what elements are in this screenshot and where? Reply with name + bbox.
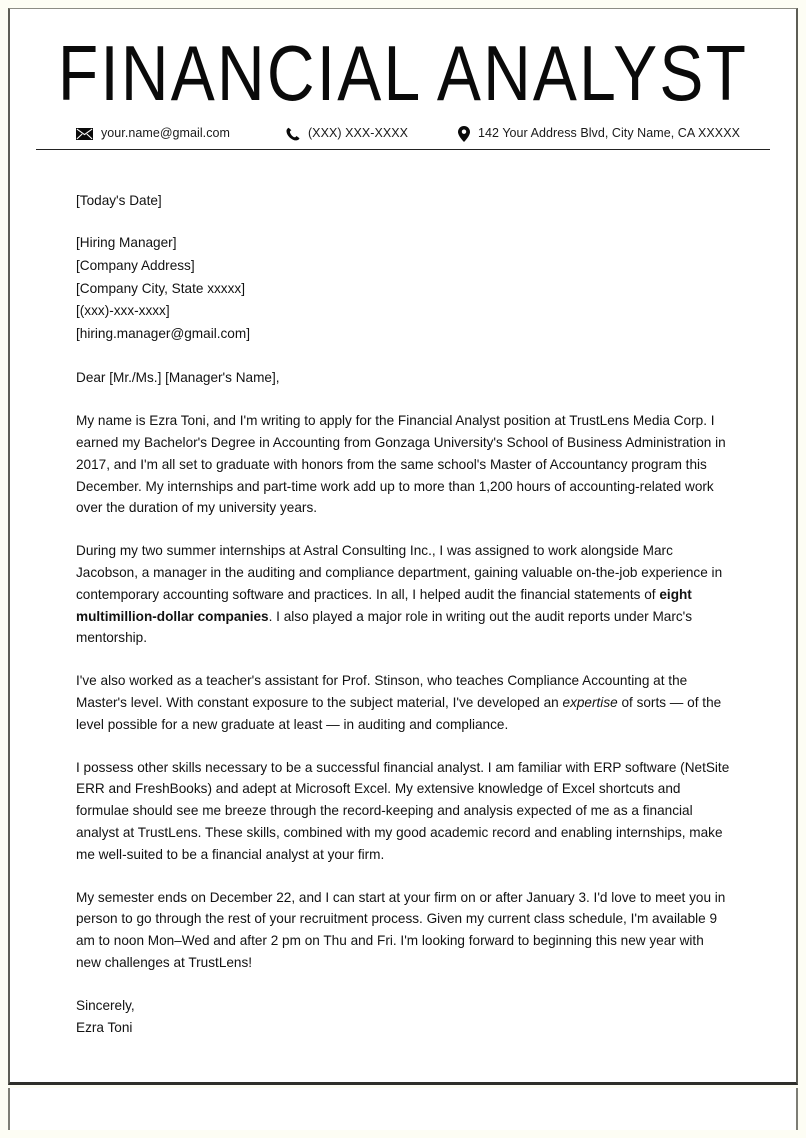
spacer-p5 [76,974,730,995]
paragraph-3-emphasis: expertise [562,695,618,710]
letter-page [8,8,798,1085]
contact-email-text: your.name@gmail.com [101,126,230,141]
letter-date: [Today's Date] [76,192,162,208]
signature-name: Ezra Toni [76,1020,133,1036]
signature-block [76,995,730,1040]
paragraph-2-emphasis: eight multimillion-dollar companies [76,586,692,624]
spacer-after-salutation [76,389,730,410]
paragraph-2-lead: During my two summer internships at Astral Consulting Inc., I was assigned to work alongside Marc Jacobson, a manager in the auditing and compliance department, gaining valuable on-the-job experience in contemporary accounting software and practices. In all, I helped audit the financial statements of [76,543,723,602]
contact-email[interactable] [76,127,230,140]
spacer-p3 [76,736,730,757]
letter-body [10,150,796,1040]
paragraph-3-tail: of sorts — of the level possible for a new graduate at least — in auditing and compliance. [76,695,722,732]
page-title: FINANCIAL ANALYST [57,29,749,117]
recipient-line: [hiring.manager@gmail.com] [76,325,250,341]
paragraph-2 [76,540,730,649]
recipient-line: [(xxx)-xxx-xxxx] [76,303,170,319]
recipient-line: [Company Address] [76,258,195,274]
page-footer-strip [8,1088,798,1130]
contact-phone-text: (XXX) XXX-XXXX [307,126,409,141]
spacer-p4 [76,866,730,887]
contact-row [36,126,770,149]
paragraph-4: I possess other skills necessary to be a successful financial analyst. I am familiar with ERP software (NetSite ERR and FreshBooks) and adept at Microsoft Excel. My extensive knowledge of Excel shortcuts and formulae should see me breeze through the record-keeping and analysis expected of me as a financial analyst at TrustLens. These skills, combined with my good academic record and enabling internships, make me well-suited to be a financial analyst at your firm. [76,759,730,862]
recipient-block [76,232,730,345]
paragraph-1: My name is Ezra Toni, and I'm writing to apply for the Financial Analyst position at TrustLens Media Corp. I earned my Bachelor's Degree in Accounting from Gonzaga University's School of Business Administration in 2017, and I'm all set to graduate with honors from the same school's Master of Accountancy program this December. My internships and part-time work add up to more than 1,200 hours of accounting-related work over the duration of my university years. [76,413,726,516]
salutation: Dear [Mr./Ms.] [Manager's Name], [76,370,280,386]
paragraph-5: My semester ends on December 22, and I can start at your firm on or after January 3. I'd love to meet you in person to go through the rest of your recruitment process. Given my current class schedule, I'm available 9 am to noon Mon–Wed and after 2 pm on Thu and Fri. I'm looking forward to beginning this new year with new challenges at TrustLens! [76,889,726,970]
paragraph-3-lead: I've also worked as a teacher's assistant for Prof. Stinson, who teaches Compliance Accounting at the Master's level. With constant exposure to the subject material, I've developed an [76,673,688,710]
location-pin-icon [458,126,470,142]
paragraph-3 [76,670,730,735]
envelope-icon [76,128,93,140]
spacer-p2 [76,649,730,670]
recipient-line: [Hiring Manager] [76,235,177,251]
phone-icon [286,127,300,141]
contact-address[interactable] [458,126,740,142]
spacer-p1 [76,519,730,540]
contact-phone[interactable] [286,127,408,141]
spacer-after-recipient [76,345,730,367]
recipient-line: [Company City, State xxxxx] [76,280,245,296]
contact-address-text: 142 Your Address Blvd, City Name, CA XXXXX [478,126,740,141]
paragraph-2-tail: . I also played a major role in writing out the audit reports under Marc's mentorship. [76,608,693,646]
spacer-after-date [76,211,730,232]
closing-salutation: Sincerely, [76,997,135,1013]
letterhead [10,9,796,150]
